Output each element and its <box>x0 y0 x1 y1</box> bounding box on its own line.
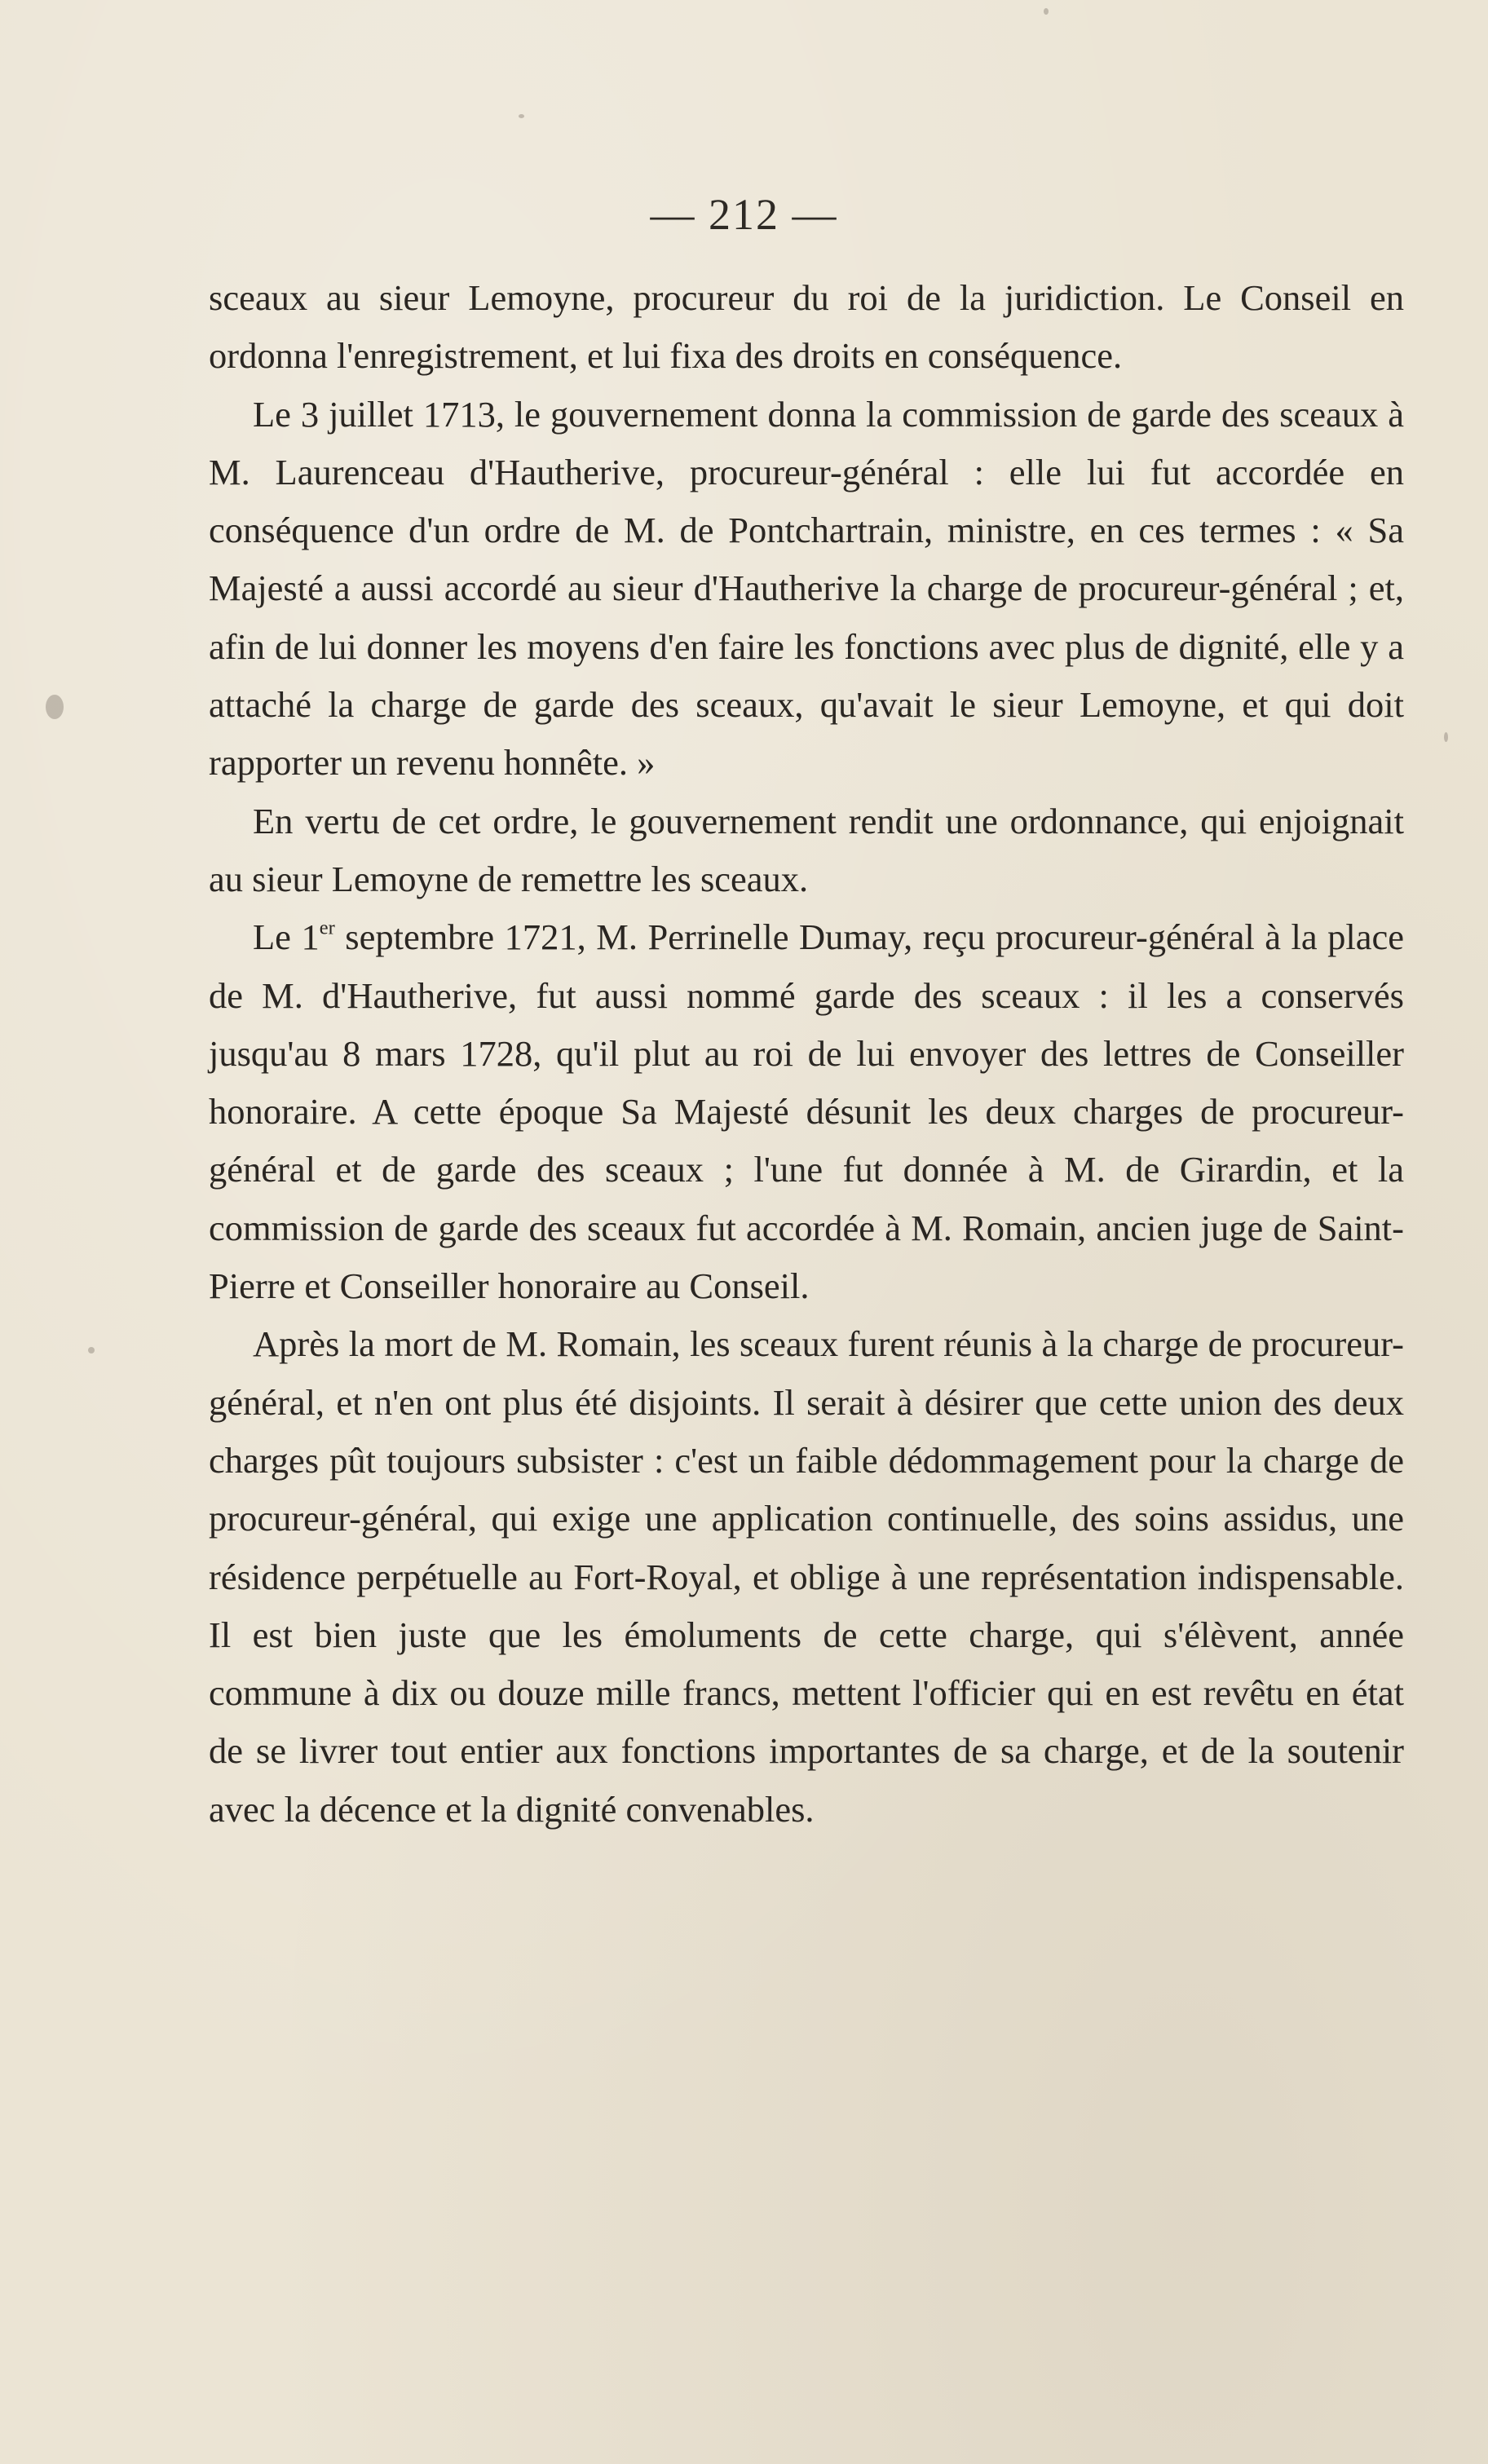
page-number: — 212 — <box>650 190 838 239</box>
body-text <box>209 269 1404 1839</box>
ink-speck <box>1044 8 1049 15</box>
paragraph-4 <box>209 908 1404 1315</box>
paragraph-1: sceaux au sieur Lemoyne, procureur du roi de la juridiction. Le Conseil en ordonna l'enregistrement, et lui fixa des droits en conséquence. <box>209 277 1404 377</box>
ink-speck <box>88 1347 95 1353</box>
ink-speck <box>1444 732 1448 742</box>
ink-speck <box>46 695 64 719</box>
paragraph-3: En vertu de cet ordre, le gouvernement rendit une ordonnance, qui enjoignait au sieur Lemoyne de remettre les sceaux. <box>209 800 1404 899</box>
paragraph-5: Après la mort de M. Romain, les sceaux furent réunis à la charge de procureur-général, et n'en ont plus été disjoints. Il serait à désirer que cette union des deux charges pût toujours subsister : c'est un faible dédommagement pour la charge de procureur-général, qui exige une application continuelle, des soins assidus, une résidence perpétuelle au Fort-Royal, et oblige à une représentation indispensable. Il est bien juste que les émoluments de cette charge, qui s'élèvent, année commune à dix ou douze mille francs, mettent l'officier qui en est revêtu en état de se livrer tout entier aux fonctions importantes de sa charge, et de la soutenir avec la décence et la dignité convenables. <box>209 1323 1404 1830</box>
ordinal-superscript: er <box>319 916 335 939</box>
ink-speck <box>519 114 524 118</box>
paragraph-4-start: Le 1 <box>253 916 320 958</box>
paragraph-2: Le 3 juillet 1713, le gouvernement donna la commission de garde des sceaux à M. Laurenceau d'Hautherive, procureur-général : elle lui fut accordée en conséquence d'un ordre de M. de Pontchartrain, ministre, en ces termes : « Sa Majesté a aussi accordé au sieur d'Hautherive la charge de procureur-général ; et, afin de lui donner les moyens d'en faire les fonctions avec plus de dignité, elle y a attaché la charge de garde des sceaux, qu'avait le sieur Lemoyne, et qui doit rapporter un revenu honnête. » <box>209 393 1404 784</box>
paragraph-4-rest: septembre 1721, M. Perrinelle Dumay, reçu procureur-général à la place de M. d'Hautherive, fut aussi nommé garde des sceaux : il les a conservés jusqu'au 8 mars 1728, qu'il plut au roi de lui envoyer des lettres de Conseiller honoraire. A cette époque Sa Majesté désunit les deux charges de procureur-général et de garde des sceaux ; l'une fut donnée à M. de Girardin, et la commission de garde des sceaux fut accordée à M. Romain, ancien juge de Saint-Pierre et Conseiller honoraire au Conseil. <box>209 916 1405 1307</box>
